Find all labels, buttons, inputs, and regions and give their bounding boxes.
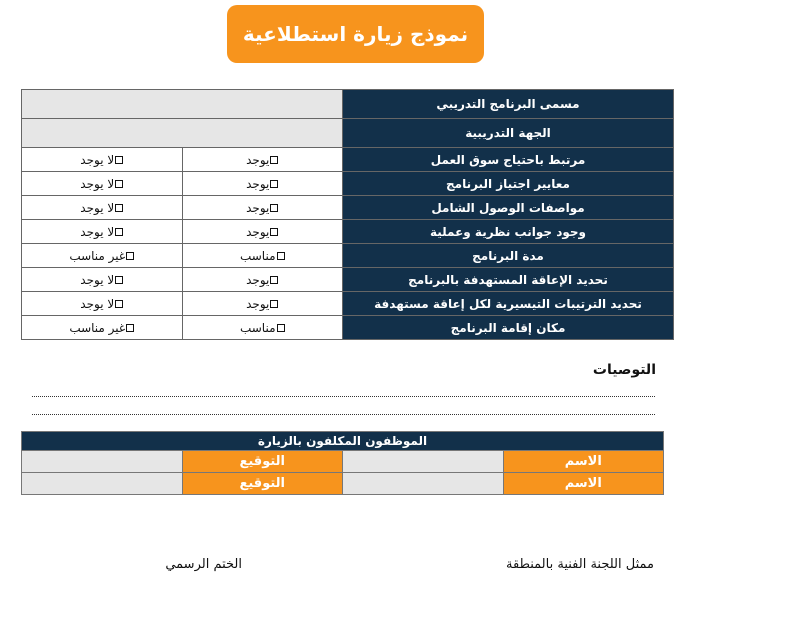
official-stamp-label: الختم الرسمي: [165, 557, 242, 572]
checkbox-icon[interactable]: [270, 300, 278, 308]
staff-table: [21, 431, 664, 495]
option-cell: [182, 196, 343, 220]
option-label: لا يوجد: [80, 272, 115, 287]
table-row: [22, 316, 674, 340]
table-row: [22, 473, 664, 495]
table-row: [22, 292, 674, 316]
checkbox-option[interactable]: [240, 249, 285, 263]
checkbox-icon[interactable]: [277, 324, 285, 332]
checkbox-option[interactable]: [69, 321, 134, 335]
table-row: [22, 220, 674, 244]
recommendations-line[interactable]: [32, 414, 655, 415]
table-row: [22, 451, 664, 473]
option-cell: [22, 148, 183, 172]
option-label: غير مناسب: [69, 248, 126, 263]
checkbox-option[interactable]: [246, 225, 278, 239]
checkbox-icon[interactable]: [270, 204, 278, 212]
checkbox-option[interactable]: [80, 177, 123, 191]
row-label: مكان إقامة البرنامج: [343, 316, 674, 340]
option-label: يوجد: [246, 296, 270, 311]
row-label: الجهة التدريبية: [343, 119, 674, 148]
checkbox-option[interactable]: [80, 153, 123, 167]
signature-field[interactable]: [22, 451, 183, 473]
checkbox-option[interactable]: [246, 297, 278, 311]
checkbox-option[interactable]: [80, 225, 123, 239]
evaluation-table: [21, 89, 674, 340]
recommendations-heading: التوصيات: [592, 362, 656, 378]
checkbox-icon[interactable]: [115, 228, 123, 236]
signature-field[interactable]: [22, 473, 183, 495]
option-label: يوجد: [246, 200, 270, 215]
row-label: وجود جوانب نظرية وعملية: [343, 220, 674, 244]
option-cell: [182, 172, 343, 196]
checkbox-option[interactable]: [69, 249, 134, 263]
option-cell: [22, 292, 183, 316]
table-row: [22, 148, 674, 172]
text-field[interactable]: [22, 119, 343, 148]
option-label: يوجد: [246, 176, 270, 191]
option-cell: [182, 148, 343, 172]
row-label: مرتبط باحتياج سوق العمل: [343, 148, 674, 172]
recommendations-line[interactable]: [32, 396, 655, 397]
option-cell: [182, 292, 343, 316]
table-row: [22, 196, 674, 220]
name-label: الاسم: [503, 451, 664, 473]
checkbox-icon[interactable]: [115, 300, 123, 308]
option-cell: [22, 244, 183, 268]
checkbox-option[interactable]: [240, 321, 285, 335]
row-label: معايير اجتياز البرنامج: [343, 172, 674, 196]
checkbox-option[interactable]: [246, 201, 278, 215]
option-label: مناسب: [239, 320, 276, 335]
staff-header: الموظفون المكلفون بالزيارة: [22, 432, 664, 451]
checkbox-option[interactable]: [80, 297, 123, 311]
checkbox-option[interactable]: [246, 177, 278, 191]
option-label: لا يوجد: [80, 296, 115, 311]
checkbox-option[interactable]: [246, 153, 278, 167]
name-field[interactable]: [343, 473, 504, 495]
table-row: [22, 432, 664, 451]
checkbox-icon[interactable]: [115, 276, 123, 284]
committee-representative-label: ممثل اللجنة الفنية بالمنطقة: [506, 557, 654, 572]
option-cell: [182, 244, 343, 268]
signature-label: التوقيع: [182, 451, 343, 473]
checkbox-icon[interactable]: [270, 276, 278, 284]
option-label: لا يوجد: [80, 152, 115, 167]
form-title: نموذج زيارة استطلاعية: [227, 5, 484, 63]
row-label: مسمى البرنامج التدريبي: [343, 90, 674, 119]
checkbox-icon[interactable]: [115, 204, 123, 212]
option-cell: [22, 172, 183, 196]
option-cell: [22, 268, 183, 292]
signature-label: التوقيع: [182, 473, 343, 495]
row-label: تحديد الترتيبات التيسيرية لكل إعاقة مستهدفة: [343, 292, 674, 316]
name-label: الاسم: [503, 473, 664, 495]
option-cell: [182, 220, 343, 244]
option-cell: [22, 196, 183, 220]
table-row: [22, 119, 674, 148]
checkbox-icon[interactable]: [270, 156, 278, 164]
table-row: [22, 244, 674, 268]
option-label: يوجد: [246, 224, 270, 239]
checkbox-icon[interactable]: [270, 180, 278, 188]
row-label: مواصفات الوصول الشامل: [343, 196, 674, 220]
checkbox-icon[interactable]: [126, 252, 134, 260]
checkbox-icon[interactable]: [277, 252, 285, 260]
option-label: غير مناسب: [69, 320, 126, 335]
option-label: لا يوجد: [80, 176, 115, 191]
checkbox-icon[interactable]: [115, 156, 123, 164]
checkbox-option[interactable]: [246, 273, 278, 287]
table-row: [22, 90, 674, 119]
checkbox-option[interactable]: [80, 273, 123, 287]
table-row: [22, 268, 674, 292]
option-cell: [22, 316, 183, 340]
option-label: مناسب: [239, 248, 276, 263]
checkbox-icon[interactable]: [270, 228, 278, 236]
row-label: تحديد الإعاقة المستهدفة بالبرنامج: [343, 268, 674, 292]
name-field[interactable]: [343, 451, 504, 473]
option-label: لا يوجد: [80, 224, 115, 239]
checkbox-icon[interactable]: [126, 324, 134, 332]
table-row: [22, 172, 674, 196]
option-cell: [22, 220, 183, 244]
checkbox-icon[interactable]: [115, 180, 123, 188]
option-cell: [182, 268, 343, 292]
option-cell: [182, 316, 343, 340]
text-field[interactable]: [22, 90, 343, 119]
option-label: يوجد: [246, 152, 270, 167]
option-label: يوجد: [246, 272, 270, 287]
row-label: مدة البرنامج: [343, 244, 674, 268]
checkbox-option[interactable]: [80, 201, 123, 215]
option-label: لا يوجد: [80, 200, 115, 215]
